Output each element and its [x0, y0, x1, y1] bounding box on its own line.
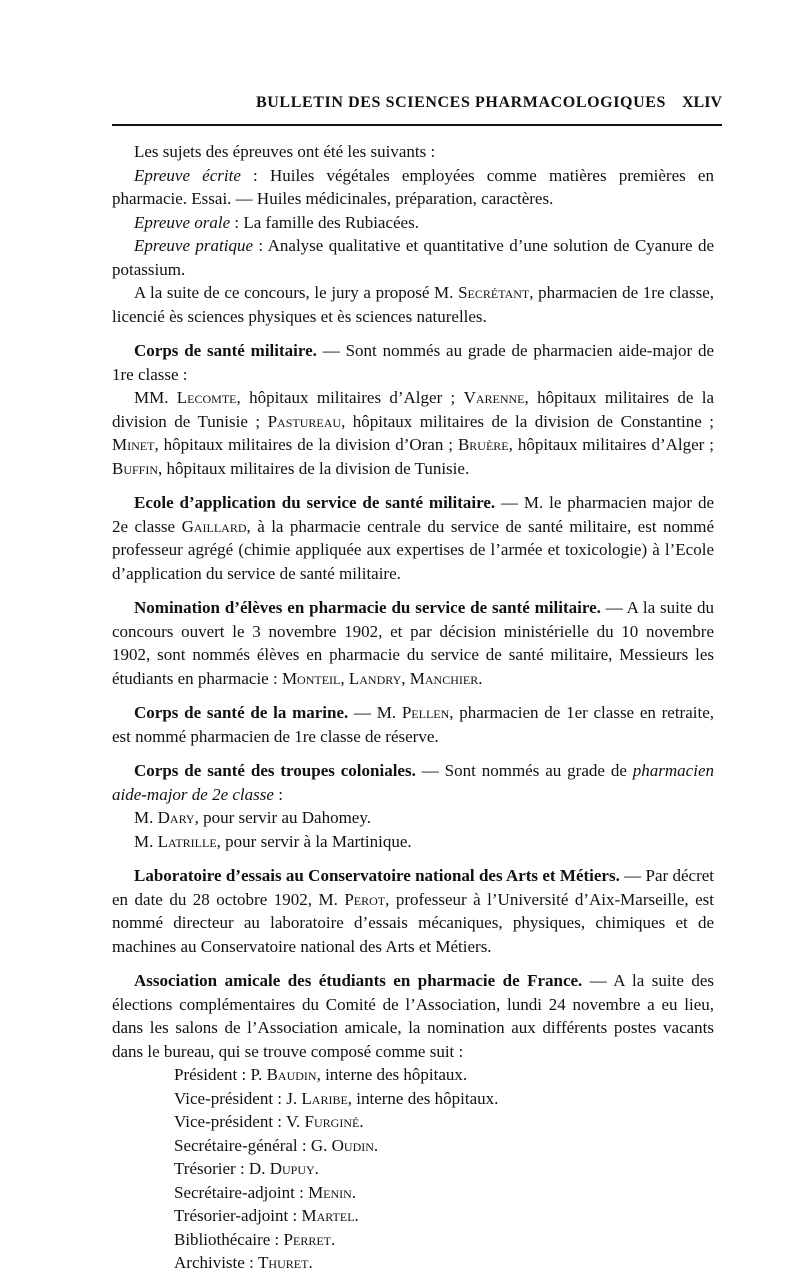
- list-item: Président : P. Baudin, interne des hôpitaux.: [174, 1065, 468, 1084]
- person-name: Perot: [344, 889, 386, 909]
- person-name: Monteil: [281, 668, 341, 688]
- list-item: Trésorier-adjoint : Martel.: [174, 1206, 359, 1225]
- epreuve-orale: Epreuve orale : La famille des Rubiacées.: [134, 212, 419, 232]
- page-body: [112, 140, 714, 1275]
- person-name: Pastureau: [267, 411, 342, 431]
- section-nomination: Nomination d’élèves en pharmacie du service de santé militaire. — A la suite du concours ouvert le 3 novembre 1902, et par décision ministérielle du 10 novembre 1902, sont nommés élèves en pharmacie du service de santé militaire, Messieurs les étudiants en pharmacie : Monteil, Landry, Manchier.: [112, 598, 714, 688]
- person-name: Manchier: [409, 668, 479, 688]
- running-title: BULLETIN DES SCIENCES PHARMACOLOGIQUES: [256, 94, 666, 111]
- person-name: Menin: [308, 1182, 352, 1202]
- person-name: Dary: [157, 808, 195, 827]
- epreuve-ecrite: Epreuve écrite : Huiles végétales employées comme matières premières en pharmacie. Essai. — Huiles médicinales, préparation, caractères.: [112, 165, 714, 208]
- person-name: Landry: [348, 668, 402, 688]
- person-name: Thuret: [258, 1253, 309, 1272]
- militaire-appointments: MM. Lecomte, hôpitaux militaires d’Alger ; Varenne, hôpitaux militaires de la division de Tunisie ; Pastureau, hôpitaux militaires de la division de Constantine ; Minet, hôpitaux militaires de la division d’Oran ; Bruère, hôpitaux militaires d’Alger ; Buffin, hôpitaux militaires de la division de Tunisie.: [112, 388, 715, 478]
- section-coloniales: Corps de santé des troupes coloniales. — Sont nommés au grade de pharmacien aide-major de 2e classe :: [112, 761, 714, 804]
- person-name: Baudin: [266, 1065, 317, 1084]
- person-name: Perret: [283, 1229, 331, 1249]
- section-ecole: Ecole d’application du service de santé militaire. — M. le pharmacien major de 2e classe Gaillard, à la pharmacie centrale du service de santé militaire, est nommé professeur agrégé (chimie appliquée aux expertises de l’armée et toxicologie) à l’Ecole d’application du service de santé militaire.: [112, 493, 714, 583]
- epreuve-orale-label: Epreuve orale: [134, 212, 231, 232]
- person-name: Lecomte: [176, 388, 237, 407]
- section-association: Association amicale des étudiants en pharmacie de France. — A la suite des élections complémentaires du Comité de l’Association, lundi 24 novembre a eu lieu, dans les salons de l’Association amicale, la nomination aux différents postes vacants dans le bureau, qui se trouve composé comme suit :: [112, 971, 714, 1061]
- coloniales-line-1: M. Dary, pour servir au Dahomey.: [134, 808, 371, 827]
- section-heading: Nomination d’élèves en pharmacie du service de santé militaire.: [134, 598, 601, 617]
- person-name: Varenne: [463, 388, 525, 407]
- list-item: Vice-président : J. Laribe, interne des hôpitaux.: [174, 1088, 499, 1108]
- page-header: [112, 90, 722, 130]
- section-heading: Association amicale des étudiants en pharmacie de France.: [134, 971, 583, 990]
- person-name: Furginé: [304, 1112, 360, 1131]
- section-heading: Corps de santé militaire.: [134, 341, 317, 360]
- list-item: Bibliothécaire : Perret.: [174, 1229, 336, 1249]
- section-marine: Corps de santé de la marine. — M. Pellen, pharmacien de 1er classe en retraite, est nommé pharmacien de 1re classe de réserve.: [112, 703, 714, 746]
- section-heading: Laboratoire d’essais au Conservatoire national des Arts et Métiers.: [134, 866, 620, 885]
- section-heading: Corps de santé des troupes coloniales.: [134, 761, 416, 780]
- list-item: Archiviste : Thuret.: [174, 1253, 313, 1272]
- person-name: Pellen: [401, 703, 450, 722]
- person-name: Latrille: [157, 831, 217, 851]
- list-item: Secrétaire-adjoint : Menin.: [174, 1182, 357, 1202]
- person-name: Secrétant: [458, 283, 530, 302]
- list-item: Vice-président : V. Furginé.: [174, 1112, 364, 1131]
- list-item: Secrétaire-général : G. Oudin.: [174, 1135, 379, 1155]
- page-number: XLIV: [681, 94, 722, 111]
- epreuve-ecrite-label: Epreuve écrite: [134, 165, 241, 185]
- person-name: Dupuy: [269, 1159, 315, 1178]
- section-heading: Ecole d’application du service de santé militaire.: [134, 493, 496, 512]
- list-item: Trésorier : D. Dupuy.: [174, 1159, 319, 1178]
- concours-intro: Les sujets des épreuves ont été les suivants :: [134, 142, 436, 161]
- concours-result: A la suite de ce concours, le jury a proposé M. Secrétant, pharmacien de 1re classe, licencié ès sciences physiques et ès sciences naturelles.: [112, 283, 714, 326]
- header-rule: [112, 124, 722, 126]
- person-name: Oudin: [331, 1135, 374, 1155]
- person-name: Minet: [112, 435, 155, 454]
- grade-label: pharmacien aide-major de 2e classe: [112, 761, 714, 804]
- person-name: Bruère: [457, 435, 509, 454]
- coloniales-line-2: M. Latrille, pour servir à la Martinique.: [134, 831, 412, 851]
- person-name: Martel: [301, 1206, 355, 1225]
- person-name: Laribe: [301, 1088, 348, 1108]
- person-name: Buffin: [112, 458, 159, 478]
- person-name: Gaillard: [181, 516, 247, 536]
- officers-list: [174, 1063, 714, 1275]
- section-heading: Corps de santé de la marine.: [134, 703, 349, 722]
- epreuve-pratique-label: Epreuve pratique: [134, 236, 254, 255]
- section-militaire: Corps de santé militaire. — Sont nommés au grade de pharmacien aide-major de 1re classe :: [112, 341, 715, 384]
- epreuve-pratique: Epreuve pratique : Analyse qualitative et quantitative d’une solution de Cyanure de potassium.: [112, 236, 715, 279]
- section-laboratoire: Laboratoire d’essais au Conservatoire national des Arts et Métiers. — Par décret en date du 28 octobre 1902, M. Perot, professeur à l’Université d’Aix-Marseille, est nommé directeur au laboratoire d’essais mécaniques, physiques, chimiques et de machines au Conservatoire national des Arts et Métiers.: [112, 866, 715, 956]
